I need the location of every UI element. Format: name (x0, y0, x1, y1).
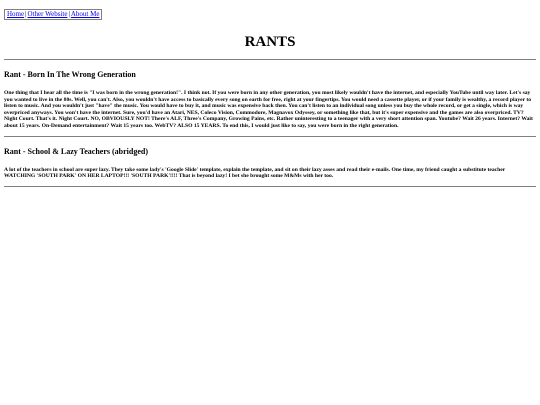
post-body: One thing that I hear all the time is "I was born in the wrong generation!". I think not. If you were born in any other generation, you most likely wouldn't have the internet, and especially YouTube until way later. Let's say you wanted to live in the 80s. Well, you can't. Also, you wouldn't have access to basically every song on earth for free, right at your fingertips. You would need a cassette player, or if your family is wealthy, a record player to listen to music. And you wouldn't just "have" the music. You would have to buy it, and music was expensive back then. You can't listen to an individual song unless you buy the whole record, or get a single, which is way overpriced anyways. You won't have the internet. Sure, you'd have an Atari, NES, Coleco Vision, Commodore, Magnavox Odyssey, or something like that, but it's super expensive and the games are also overpriced. TV? Night Court. That's it. Night Court. NO, OBVIOUSLY NOT! There's ALF, Three's Company, Growing Pains, etc. Rather uninteresting to a teenager with a very short attention span. Youtube? Wait 26 years. Internet? Wait about 15 years. On-Demand entertainment? Wait 15 years too. WebTV? ALSO 15 YEARS. To end this, I would just like to say, you were born in the right generation. (4, 90, 533, 129)
top-nav (4, 9, 102, 20)
nav-separator: | (68, 10, 70, 18)
post-born-wrong-generation (4, 70, 536, 130)
divider (4, 59, 536, 60)
post-title: Rant - Born In The Wrong Generation (4, 70, 136, 79)
post-body: A lot of the teachers in school are super lazy. They take some lady's 'Google Slide' template, explain the template, and sit on their lazy asses and read their e-mails. One time, my friend caught a substitute teacher WATCHING 'SOUTH PARK' ON HER LAPTOP!!! 'SOUTH PARK'!!!! That is beyond lazy! I bet she brought some M&Ms with her too. (4, 166, 506, 180)
post-school-lazy-teachers (4, 147, 536, 180)
nav-separator: | (25, 10, 27, 18)
nav-link-about-me[interactable]: About Me (70, 10, 100, 18)
nav-link-home[interactable]: Home (7, 10, 25, 18)
page-title: RANTS (244, 34, 296, 50)
post-title: Rant - School & Lazy Teachers (abridged) (4, 146, 148, 156)
nav-link-other-website[interactable]: Other Website (27, 10, 68, 18)
divider (4, 186, 536, 187)
divider (4, 136, 536, 137)
